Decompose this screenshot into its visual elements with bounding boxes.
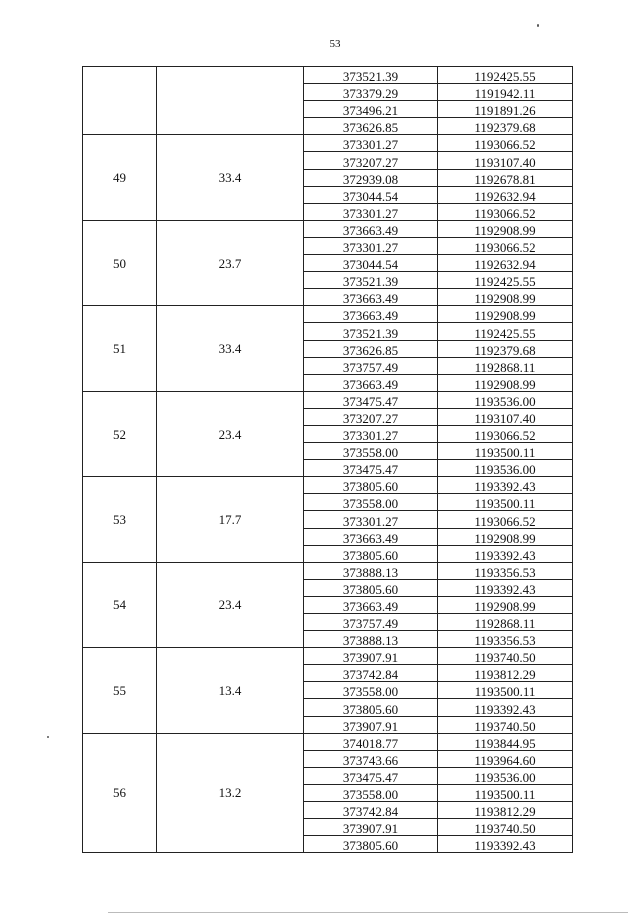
x-coordinate-cell: 373044.54 [304, 186, 438, 203]
scan-speck [537, 24, 539, 27]
y-coordinate-cell: 1193740.50 [438, 819, 573, 836]
plot-number-cell: 51 [83, 306, 157, 391]
x-coordinate-cell: 373207.27 [304, 408, 438, 425]
table-row [83, 306, 573, 323]
y-coordinate-cell: 1191942.11 [438, 84, 573, 101]
x-coordinate-cell: 373663.49 [304, 306, 438, 323]
plot-area-cell: 13.2 [157, 733, 304, 853]
table-row [83, 648, 573, 665]
y-coordinate-cell: 1193500.11 [438, 494, 573, 511]
y-coordinate-cell: 1193500.11 [438, 443, 573, 460]
y-coordinate-cell: 1192868.11 [438, 357, 573, 374]
y-coordinate-cell: 1192425.55 [438, 272, 573, 289]
x-coordinate-cell: 373558.00 [304, 682, 438, 699]
plot-area-cell [157, 67, 304, 135]
table-row [83, 67, 573, 84]
y-coordinate-cell: 1193356.53 [438, 631, 573, 648]
x-coordinate-cell: 373743.66 [304, 750, 438, 767]
plot-number-cell: 49 [83, 135, 157, 220]
y-coordinate-cell: 1193356.53 [438, 562, 573, 579]
plot-number-cell: 55 [83, 648, 157, 733]
plot-number-cell: 53 [83, 477, 157, 562]
coordinates-table [82, 66, 573, 853]
table-row [83, 135, 573, 152]
x-coordinate-cell: 373663.49 [304, 289, 438, 306]
y-coordinate-cell: 1192425.55 [438, 67, 573, 84]
x-coordinate-cell: 373888.13 [304, 562, 438, 579]
y-coordinate-cell: 1193066.52 [438, 135, 573, 152]
y-coordinate-cell: 1193536.00 [438, 391, 573, 408]
y-coordinate-cell: 1192379.68 [438, 340, 573, 357]
table-row [83, 562, 573, 579]
y-coordinate-cell: 1192908.99 [438, 374, 573, 391]
plot-area-cell: 23.4 [157, 391, 304, 476]
plot-area-cell: 17.7 [157, 477, 304, 562]
y-coordinate-cell: 1192908.99 [438, 596, 573, 613]
x-coordinate-cell: 373558.00 [304, 784, 438, 801]
y-coordinate-cell: 1193536.00 [438, 460, 573, 477]
x-coordinate-cell: 373805.60 [304, 836, 438, 853]
x-coordinate-cell: 373496.21 [304, 101, 438, 118]
table-row [83, 733, 573, 750]
x-coordinate-cell: 373379.29 [304, 84, 438, 101]
plot-number-cell: 56 [83, 733, 157, 853]
y-coordinate-cell: 1193066.52 [438, 425, 573, 442]
x-coordinate-cell: 373805.60 [304, 477, 438, 494]
plot-area-cell: 33.4 [157, 306, 304, 391]
x-coordinate-cell: 373044.54 [304, 255, 438, 272]
y-coordinate-cell: 1192425.55 [438, 323, 573, 340]
x-coordinate-cell: 373805.60 [304, 545, 438, 562]
x-coordinate-cell: 373663.49 [304, 374, 438, 391]
x-coordinate-cell: 373558.00 [304, 443, 438, 460]
y-coordinate-cell: 1193107.40 [438, 408, 573, 425]
scan-speck [47, 736, 49, 738]
page-number: 53 [329, 38, 341, 50]
x-coordinate-cell: 373742.84 [304, 802, 438, 819]
y-coordinate-cell: 1193392.43 [438, 836, 573, 853]
x-coordinate-cell: 373475.47 [304, 767, 438, 784]
x-coordinate-cell: 373757.49 [304, 357, 438, 374]
y-coordinate-cell: 1192908.99 [438, 289, 573, 306]
y-coordinate-cell: 1193107.40 [438, 152, 573, 169]
y-coordinate-cell: 1193392.43 [438, 545, 573, 562]
x-coordinate-cell: 373663.49 [304, 220, 438, 237]
x-coordinate-cell: 373757.49 [304, 614, 438, 631]
y-coordinate-cell: 1192868.11 [438, 614, 573, 631]
plot-number-cell: 52 [83, 391, 157, 476]
y-coordinate-cell: 1193536.00 [438, 767, 573, 784]
x-coordinate-cell: 373805.60 [304, 579, 438, 596]
x-coordinate-cell: 373207.27 [304, 152, 438, 169]
y-coordinate-cell: 1193066.52 [438, 203, 573, 220]
y-coordinate-cell: 1192908.99 [438, 306, 573, 323]
x-coordinate-cell: 373663.49 [304, 528, 438, 545]
x-coordinate-cell: 373805.60 [304, 699, 438, 716]
x-coordinate-cell: 373907.91 [304, 648, 438, 665]
y-coordinate-cell: 1193740.50 [438, 648, 573, 665]
plot-number-cell: 50 [83, 220, 157, 305]
x-coordinate-cell: 373301.27 [304, 237, 438, 254]
x-coordinate-cell: 373301.27 [304, 425, 438, 442]
x-coordinate-cell: 373626.85 [304, 118, 438, 135]
x-coordinate-cell: 373558.00 [304, 494, 438, 511]
y-coordinate-cell: 1193392.43 [438, 477, 573, 494]
plot-number-cell: 54 [83, 562, 157, 647]
y-coordinate-cell: 1193500.11 [438, 682, 573, 699]
x-coordinate-cell: 373663.49 [304, 596, 438, 613]
y-coordinate-cell: 1193964.60 [438, 750, 573, 767]
x-coordinate-cell: 373742.84 [304, 665, 438, 682]
x-coordinate-cell: 373475.47 [304, 391, 438, 408]
x-coordinate-cell: 373521.39 [304, 272, 438, 289]
x-coordinate-cell: 373907.91 [304, 716, 438, 733]
x-coordinate-cell: 373521.39 [304, 323, 438, 340]
y-coordinate-cell: 1192908.99 [438, 528, 573, 545]
y-coordinate-cell: 1193812.29 [438, 665, 573, 682]
x-coordinate-cell: 373301.27 [304, 203, 438, 220]
table-row [83, 391, 573, 408]
x-coordinate-cell: 373475.47 [304, 460, 438, 477]
x-coordinate-cell: 373907.91 [304, 819, 438, 836]
y-coordinate-cell: 1193392.43 [438, 699, 573, 716]
y-coordinate-cell: 1191891.26 [438, 101, 573, 118]
y-coordinate-cell: 1193740.50 [438, 716, 573, 733]
y-coordinate-cell: 1192632.94 [438, 255, 573, 272]
plot-area-cell: 23.7 [157, 220, 304, 305]
x-coordinate-cell: 373888.13 [304, 631, 438, 648]
y-coordinate-cell: 1192908.99 [438, 220, 573, 237]
x-coordinate-cell: 373521.39 [304, 67, 438, 84]
table-row [83, 220, 573, 237]
coordinates-table-body [83, 67, 573, 853]
plot-number-cell [83, 67, 157, 135]
y-coordinate-cell: 1193066.52 [438, 237, 573, 254]
y-coordinate-cell: 1192632.94 [438, 186, 573, 203]
y-coordinate-cell: 1193066.52 [438, 511, 573, 528]
y-coordinate-cell: 1193500.11 [438, 784, 573, 801]
plot-area-cell: 13.4 [157, 648, 304, 733]
x-coordinate-cell: 373301.27 [304, 135, 438, 152]
y-coordinate-cell: 1192379.68 [438, 118, 573, 135]
x-coordinate-cell: 373626.85 [304, 340, 438, 357]
page-bottom-rule [108, 912, 628, 913]
x-coordinate-cell: 373301.27 [304, 511, 438, 528]
y-coordinate-cell: 1193812.29 [438, 802, 573, 819]
plot-area-cell: 33.4 [157, 135, 304, 220]
y-coordinate-cell: 1192678.81 [438, 169, 573, 186]
table-row [83, 477, 573, 494]
x-coordinate-cell: 372939.08 [304, 169, 438, 186]
y-coordinate-cell: 1193844.95 [438, 733, 573, 750]
plot-area-cell: 23.4 [157, 562, 304, 647]
x-coordinate-cell: 374018.77 [304, 733, 438, 750]
y-coordinate-cell: 1193392.43 [438, 579, 573, 596]
